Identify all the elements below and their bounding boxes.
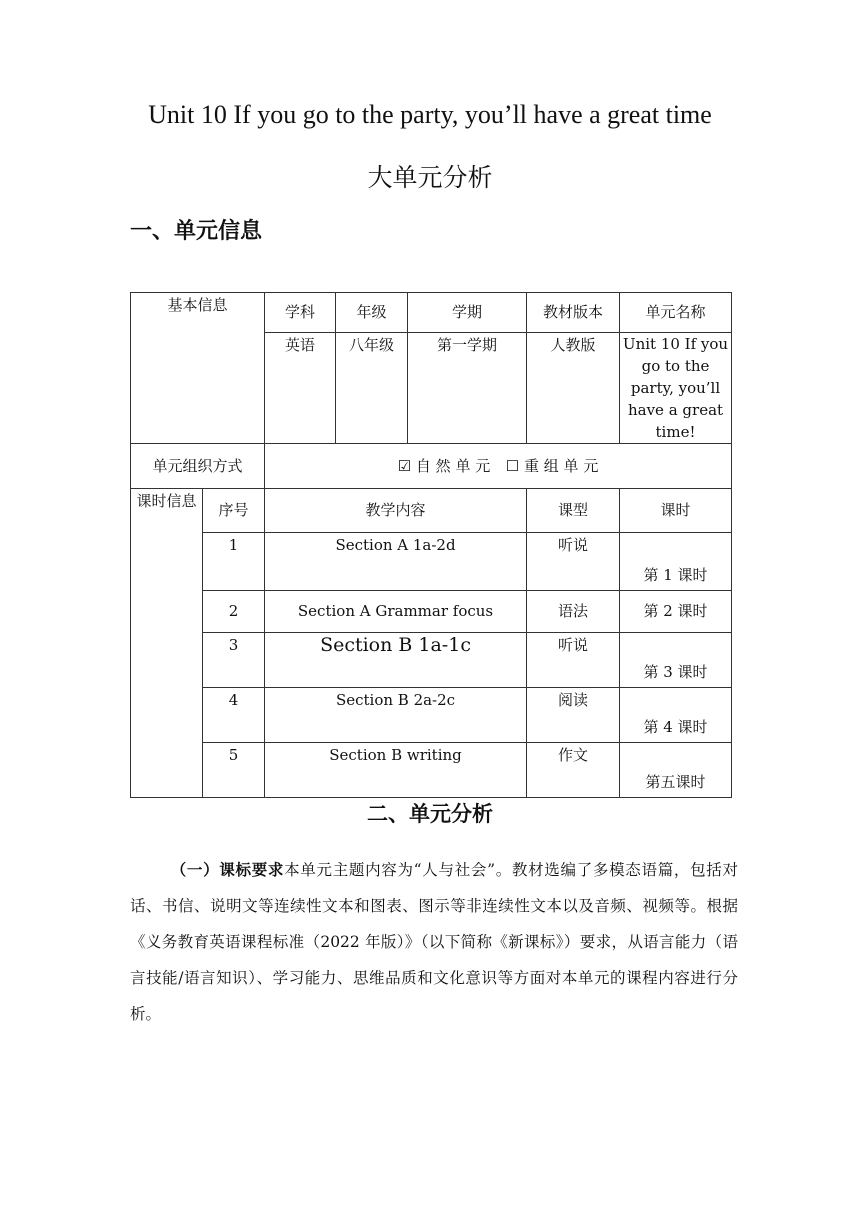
lesson-content: Section B 1a-1c — [265, 633, 527, 688]
value-textbook: 人教版 — [527, 333, 620, 444]
unit-info-table — [130, 292, 732, 798]
lesson-header-type: 课型 — [527, 489, 620, 533]
org-option-natural: ☑ 自 然 单 元 — [397, 456, 491, 475]
lesson-no: 2 — [203, 591, 265, 633]
value-semester: 第一学期 — [408, 333, 527, 444]
value-subject: 英语 — [265, 333, 336, 444]
lesson-no: 1 — [203, 533, 265, 591]
lesson-no: 3 — [203, 633, 265, 688]
document-subtitle: 大单元分析 — [367, 163, 493, 192]
lesson-content: Section B writing — [265, 743, 527, 798]
table-row — [131, 533, 732, 591]
lesson-content: Section A 1a-2d — [265, 533, 527, 591]
section-heading-unit-info: 一、单元信息 — [130, 219, 263, 244]
basic-info-label: 基本信息 — [131, 293, 265, 444]
lesson-type: 听说 — [527, 633, 620, 688]
lesson-period: 第 2 课时 — [620, 591, 732, 633]
section-heading-unit-analysis: 二、单元分析 — [367, 802, 493, 826]
lesson-type: 阅读 — [527, 688, 620, 743]
analysis-lead: （一）课标要求 — [170, 861, 285, 879]
lesson-content: Section A Grammar focus — [265, 591, 527, 633]
header-textbook: 教材版本 — [527, 293, 620, 333]
table-row — [131, 633, 732, 688]
lesson-type: 语法 — [527, 591, 620, 633]
value-grade: 八年级 — [336, 333, 408, 444]
lesson-header-content: 教学内容 — [265, 489, 527, 533]
lesson-header-no: 序号 — [203, 489, 265, 533]
table-row — [131, 591, 732, 633]
lesson-info-label: 课时信息 — [131, 489, 203, 798]
value-unit-name: Unit 10 If you go to the party, you’ll have a great time! — [620, 333, 732, 444]
header-semester: 学期 — [408, 293, 527, 333]
lesson-type: 听说 — [527, 533, 620, 591]
table-row — [131, 743, 732, 798]
lesson-period: 第 3 课时 — [620, 633, 732, 688]
lesson-period: 第 1 课时 — [620, 533, 732, 591]
header-subject: 学科 — [265, 293, 336, 333]
lesson-type: 作文 — [527, 743, 620, 798]
org-option-regroup: ☐ 重 组 单 元 — [505, 456, 599, 475]
lesson-no: 4 — [203, 688, 265, 743]
analysis-text: 本单元主题内容为“人与社会”。教材选编了多模态语篇，包括对话、书信、说明文等连续性文本和图表、图示等非连续性文本以及音频、视频等。根据《义务教育英语课程标准（2022 年版）》（以下简称《新课标》）要求，从语言能力（语言技能/语言知识）、学习能力、思维品质和文化意识等方面对本单元的课程内容进行分析。 — [130, 861, 738, 1023]
lesson-content: Section B 2a-2c — [265, 688, 527, 743]
lesson-period: 第 4 课时 — [620, 688, 732, 743]
table-row — [131, 688, 732, 743]
lesson-header-period: 课时 — [620, 489, 732, 533]
org-label: 单元组织方式 — [131, 444, 265, 489]
document-title: Unit 10 If you go to the party, you’ll have a great time — [148, 100, 712, 129]
org-options — [265, 444, 732, 489]
lesson-period: 第五课时 — [620, 743, 732, 798]
header-unit-name: 单元名称 — [620, 293, 732, 333]
header-grade: 年级 — [336, 293, 408, 333]
lesson-no: 5 — [203, 743, 265, 798]
analysis-paragraph — [130, 852, 738, 1032]
